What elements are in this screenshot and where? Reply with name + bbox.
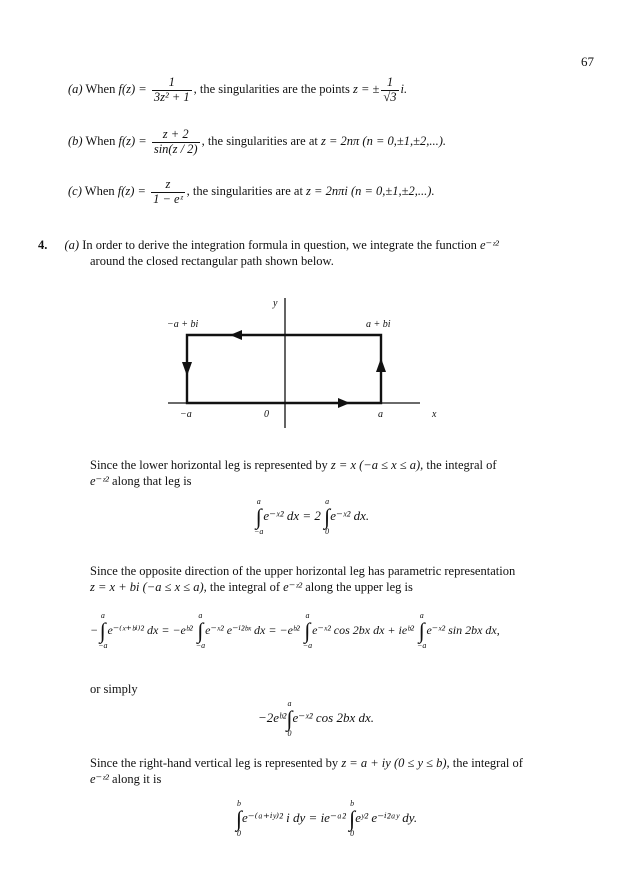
para3-line1-c: the integral of: [452, 756, 523, 770]
eq3-upper: a: [287, 699, 292, 708]
part-a-frac-num: 1: [152, 76, 192, 91]
integral-sign: ∫: [286, 706, 293, 731]
eq3-int-limits: [286, 700, 292, 738]
integral-sign: ∫: [349, 806, 356, 831]
eq1-upper-2: a: [325, 497, 330, 506]
eq2-lower-3: −a: [302, 641, 313, 650]
problem-4-number: 4.: [38, 238, 48, 252]
part-a: [68, 76, 407, 105]
part-a-fraction: [152, 76, 192, 105]
eq4-lower-2: 0: [350, 829, 355, 838]
eq4-upper-2: b: [350, 799, 355, 808]
part-a-res-den: √3: [383, 89, 397, 104]
part-a-frac-den: 3z² + 1: [153, 89, 190, 104]
eq4-t1: e⁻⁽ᵃ⁺ⁱʸ⁾² i dy = ie⁻ᵃ²: [242, 809, 346, 825]
arrow-right-up: [376, 358, 386, 372]
part-b-fraction: [152, 128, 200, 157]
eq1-int2-limits: [324, 498, 330, 536]
para1-line1: [90, 458, 497, 474]
problem-4-line2: [90, 254, 334, 270]
diagram-label-bottom-right: a: [378, 409, 383, 420]
part-a-result-frac: [381, 76, 398, 105]
integral-sign: ∫: [324, 504, 331, 529]
part-b-when: When: [85, 134, 116, 149]
eq4-upper-1: b: [237, 799, 242, 808]
integral-sign: ∫: [304, 618, 311, 643]
para2-line2-c: along the upper leg is: [305, 580, 413, 594]
part-a-text: , the singularities are the points: [193, 82, 350, 97]
eq4-lower-1: 0: [237, 829, 242, 838]
eq3-lower: 0: [287, 729, 292, 738]
eq2-upper-2: a: [198, 611, 203, 620]
para2-line1: [90, 564, 515, 580]
problem-4-intro-fn: e⁻ᶻ²: [480, 238, 499, 252]
page-number: 67: [581, 54, 594, 69]
rectangle-path: [187, 335, 381, 403]
part-b-frac-den: sin(z / 2): [153, 141, 198, 156]
problem-4-line1: [38, 238, 499, 254]
part-b-frac-num: z + 2: [152, 128, 200, 143]
eq2-int2-limits: [196, 612, 205, 650]
part-a-when: When: [85, 82, 116, 97]
integral-sign: ∫: [236, 806, 243, 831]
part-a-result-lhs: z = ±: [352, 82, 380, 97]
eq2-lower-1: −a: [98, 641, 108, 650]
rectangular-path-diagram: [0, 290, 638, 440]
part-c-frac-den: 1 − eᶻ: [153, 191, 183, 206]
part-b-text: , the singularities are at: [201, 134, 318, 149]
eq3-b: e⁻ˣ² cos 2bx dx.: [292, 709, 375, 725]
equation-3: [258, 700, 374, 738]
part-c-result: z = 2nπi (n = 0,±1,±2,...).: [306, 184, 435, 199]
part-a-fz: f(z) =: [118, 82, 147, 97]
para2-line2-fn: e⁻ᶻ²: [283, 580, 303, 594]
part-c-fraction: [151, 178, 185, 207]
para2-line2-b: the integral of: [209, 580, 281, 594]
problem-4-intro-line1: In order to derive the integration formula in question, we integrate the function: [82, 238, 477, 252]
para1-line1-c: the integral of: [426, 458, 497, 472]
eq2-upper-3: a: [305, 611, 310, 620]
arrow-bottom-right: [338, 398, 350, 408]
para1-line2-fn: e⁻ᶻ²: [90, 474, 109, 488]
integral-sign: ∫: [197, 618, 204, 643]
problem-4-label: (a): [64, 238, 80, 252]
equation-1: [254, 498, 369, 536]
part-c-when: When: [84, 184, 115, 199]
eq4-int1-limits: [236, 800, 242, 838]
eq4-int2-limits: [349, 800, 355, 838]
eq2-t3: e⁻ˣ² cos 2bx dx + ieᵇ²: [312, 622, 415, 637]
diagram-label-bottom-left: −a: [180, 409, 192, 420]
para3-line1-a: Since the right-hand vertical leg is represented by: [90, 756, 339, 770]
eq2-lower-2: −a: [195, 641, 206, 650]
diagram-label-top-left: −a + bi: [167, 319, 199, 330]
eq1-lower-1: −a: [254, 527, 264, 536]
eq2-lower-4: −a: [417, 641, 427, 650]
problem-4-intro-line2: around the closed rectangular path shown below.: [90, 254, 334, 268]
para1-line1-b: z = x (−a ≤ x ≤ a),: [330, 458, 424, 472]
para3-line1: [90, 756, 523, 772]
diagram-label-x: x: [432, 409, 437, 420]
arrow-left-down: [182, 362, 192, 376]
para3-line1-b: z = a + iy (0 ≤ y ≤ b),: [341, 756, 450, 770]
eq2-minus: −: [90, 622, 99, 637]
eq3-a: −2eᵇ²: [258, 709, 287, 725]
part-a-res-tail: i.: [400, 82, 408, 97]
eq2-int1-limits: [98, 612, 107, 650]
eq1-text-b: e⁻ˣ² dx.: [330, 507, 370, 523]
part-a-res-num: 1: [381, 76, 398, 91]
eq1-lower-2: 0: [325, 527, 330, 536]
integral-sign: ∫: [99, 618, 106, 643]
part-c-frac-num: z: [151, 178, 185, 193]
or-simply: [90, 682, 138, 698]
integral-sign: ∫: [255, 504, 262, 529]
part-c-text: , the singularities are at: [186, 184, 303, 199]
eq2-upper-4: a: [419, 611, 424, 620]
part-b: [68, 128, 446, 157]
eq1-text-a: e⁻ˣ² dx = 2: [263, 507, 321, 523]
part-b-label: (b): [68, 134, 83, 149]
equation-2: [90, 612, 500, 650]
part-c-label: (c): [68, 184, 82, 199]
diagram-label-y: y: [273, 298, 278, 309]
para2-line2: [90, 580, 413, 596]
part-c: [68, 178, 435, 207]
eq4-t2: eʸ² e⁻ⁱ²ᵃʸ dy.: [355, 809, 418, 825]
part-c-fz: f(z) =: [117, 184, 146, 199]
or-simply-text: or simply: [90, 682, 138, 696]
para3-line2-fn: e⁻ᶻ²: [90, 772, 109, 786]
para3-line2: along it is: [112, 772, 162, 786]
eq2-t2: e⁻ˣ² e⁻ⁱ²ᵇˣ dx = −eᵇ²: [205, 622, 300, 637]
diagram-label-top-right: a + bi: [366, 319, 391, 330]
para1-line2: along that leg is: [112, 474, 192, 488]
eq2-int3-limits: [303, 612, 312, 650]
part-b-fz: f(z) =: [118, 134, 147, 149]
para2-line1: Since the opposite direction of the upper horizontal leg has parametric representation: [90, 564, 516, 578]
diagram-label-origin: 0: [264, 409, 269, 420]
eq2-t1: e⁻⁽ˣ⁺ᵇⁱ⁾² dx = −eᵇ²: [107, 622, 193, 637]
equation-4: [236, 800, 417, 838]
para1-line2: [90, 474, 192, 490]
para3-line2: [90, 772, 161, 788]
integral-sign: ∫: [418, 618, 425, 643]
eq1-upper-1: a: [256, 497, 261, 506]
part-a-label: (a): [68, 82, 83, 97]
eq1-int1-limits: [254, 498, 263, 536]
eq2-t4: e⁻ˣ² sin 2bx dx,: [426, 622, 500, 637]
eq2-upper-1: a: [100, 611, 105, 620]
arrow-top-left: [230, 330, 242, 340]
para2-line2-a: z = x + bi (−a ≤ x ≤ a),: [90, 580, 207, 594]
para1-line1-a: Since the lower horizontal leg is represented by: [90, 458, 328, 472]
part-b-result: z = 2nπ (n = 0,±1,±2,...).: [320, 134, 447, 149]
